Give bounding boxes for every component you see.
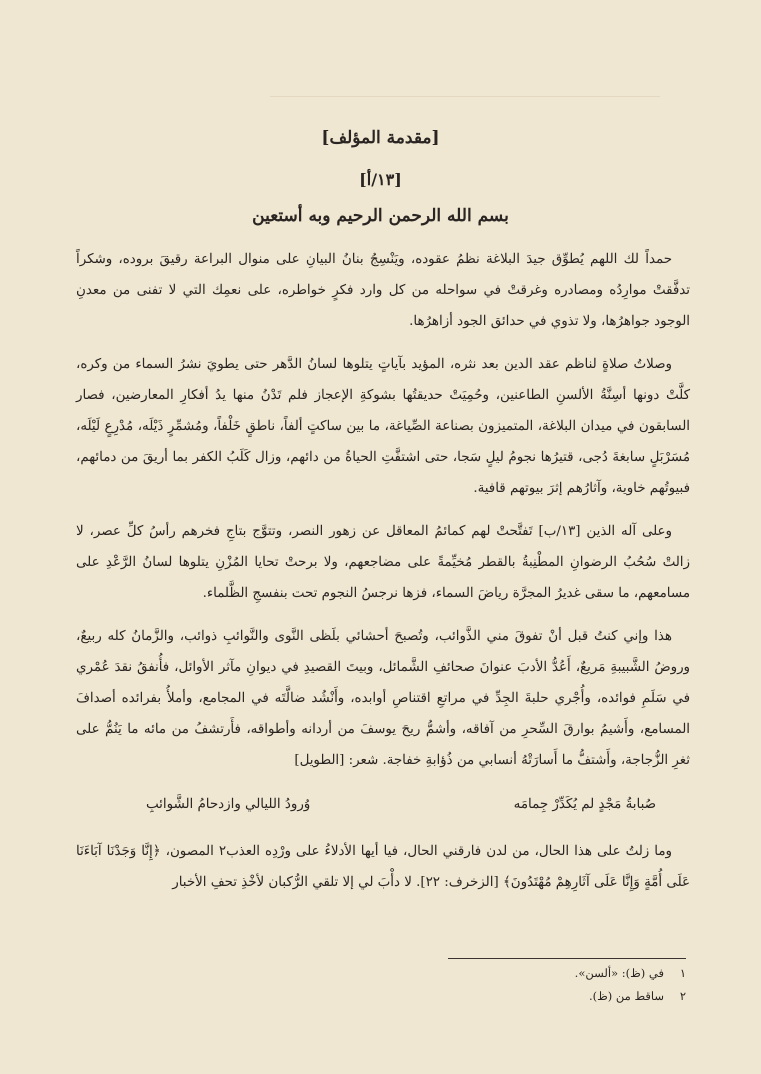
first-hemistich: صُبابةُ مَجْدٍ لم يُكَدِّرْ جِمامَه [513, 797, 656, 812]
second-hemistich: وُرودُ الليالي وازدحامُ الشَّوائبِ [146, 797, 311, 812]
basmala: بسم الله الرحمن الرحيم وبه أستعين [252, 206, 509, 226]
paragraph-family: وعلى آله الذين [١٣/ب] تَفتَّحتْ لهم كمائمُ المعاقل عن زهور النصر، وتتوَّج بتاجِ فخرهم رأسُ كلِّ عصر، لا زالتْ سُحُبُ الرضوانِ المطْنِبةُ بالقطر مُخيِّمةً على مضاجعهم، ولا برحتْ تحايا المُزْنِ يتلوها لسانُ الرَّعْدِ على مسامعهم، ما سقى غديرُ المجرَّة رياضَ السماء، فزها نرجسُ النجوم تحت بنفسجِ الظَّلماء. [76, 524, 690, 601]
footnotes [76, 962, 690, 1008]
footnote-number: ١ [679, 966, 687, 980]
section-title: [مقدمة المؤلف] [321, 128, 440, 148]
footnote-text: في (ظ): «ألسن». [574, 966, 664, 980]
paragraph-prayer: وصلاتُ صلاةٍ لناظم عقد الدين بعد نثره، المؤيد بآياتٍ يتلوها لسانُ الدَّهر حتى يطويَ نشرُ السماء من وكره، كلَّتْ دونها أسِنَّةُ الألسنِ الطاعنين، وحُمِيَتْ حديقتُها بشوكةِ الإعجاز فلم تَدْنُ منها يدُ أفكارِ المعارضين، فصار السابقون في ميدان البلاغة، المتميزون بصناعة الصِّياغة، ما بين ساكتٍ ألفاً، ناطقٍ خَلْفاً، ومُشمِّرٍ ذَيْلَه، مُدْرِعٍ لَيْلَه، مُسَرْبَلٍ سابغةَ دُجى، قتيرُها نجومُ ليلٍ سَجا، حتى اشتفَّتِ الحياةُ من دائهم، وزال كَلَبُ الكفر بما أريقَ من دمائهم، فبيوتُهم خاوية، وآثارُهم إثرَ بيوتهم قافية. [76, 357, 690, 496]
footnote-number: ٢ [679, 989, 687, 1003]
poem-verse [76, 788, 690, 822]
body-text [76, 244, 690, 910]
folio-marker: [١٣/أ] [359, 170, 402, 189]
footnote-divider [448, 958, 686, 959]
bleed-through-line [270, 96, 660, 97]
footnote-item [76, 985, 690, 1008]
paragraph-closing: وما زلتُ على هذا الحال، من لدن فارقني الحال، فيا أيها الأدلاءُ على ورْدِه العذب٢ المصون، ﴿إِنَّا وَجَدْنَا آبَاءَنَا عَلَى أُمَّةٍ وَإِنَّا عَلَى آثَارِهِمْ مُهْتَدُونَ﴾ [الزخرف: ٢٢]. لا دأْبَ لي إلا تلقي الرُّكبان لأخْذِ تحفِ الأخبار [76, 844, 690, 890]
footnote-text: ساقط من (ظ). [588, 989, 664, 1003]
footnote-item [76, 962, 690, 985]
paragraph-praise: حمداً لك اللهم يُطوِّق جيدَ البلاغة نظمُ عقوده، ويَنْسِجُ بنانُ البيانِ على منوال البراعة رقيقَ بروده، وشكراً تدفَّقتْ موارِدُه ومصادره وغرقتْ في سواحله من كل وارد فكرٍ خواطره، على نعمِك التي لا تفنى من معدنِ الوجود جواهرُها، ولا تذوي في حدائق الجود أزاهرُها. [76, 252, 690, 329]
paragraph-author: هذا وإني كنتُ قبل أنْ تفوقَ مني الذَّوائب، وتُصبحَ أحشائي بلَظى النَّوى والنَّوائبِ ذوائب، والزَّمانُ كله ربيعٌ، وروضُ الشَّبيبةِ مَريعٌ، أَعُدُّ الأدبَ عنوانَ صحائفِ الشَّمائل، وبيتَ القصيدِ في ديوانِ مآثر الأوائل، فأُنفقُ نقدَ عُمْري في سَلَمِ فوائده، وأُجْري حلبةَ الجِدِّ في مراتعِ اقتناصِ أوابده، وأَنْشُد ضالَّتَه في المجامع، وأملأُ بفرائده أصدافَ المسامع، وأَشيمُ بوارقَ السِّحرِ من آفاقه، وأشمُّ ريحَ يوسفَ من أردانه وأطواقه، فأَرتشفُ من مائه ما يَنُمُّ على ثغرِ الزُّجاجة، وأَشتفُّ ما أَسارَتْهُ أنسابي من ذُؤابةِ خفاجة. شعر: [الطويل] [76, 629, 690, 768]
